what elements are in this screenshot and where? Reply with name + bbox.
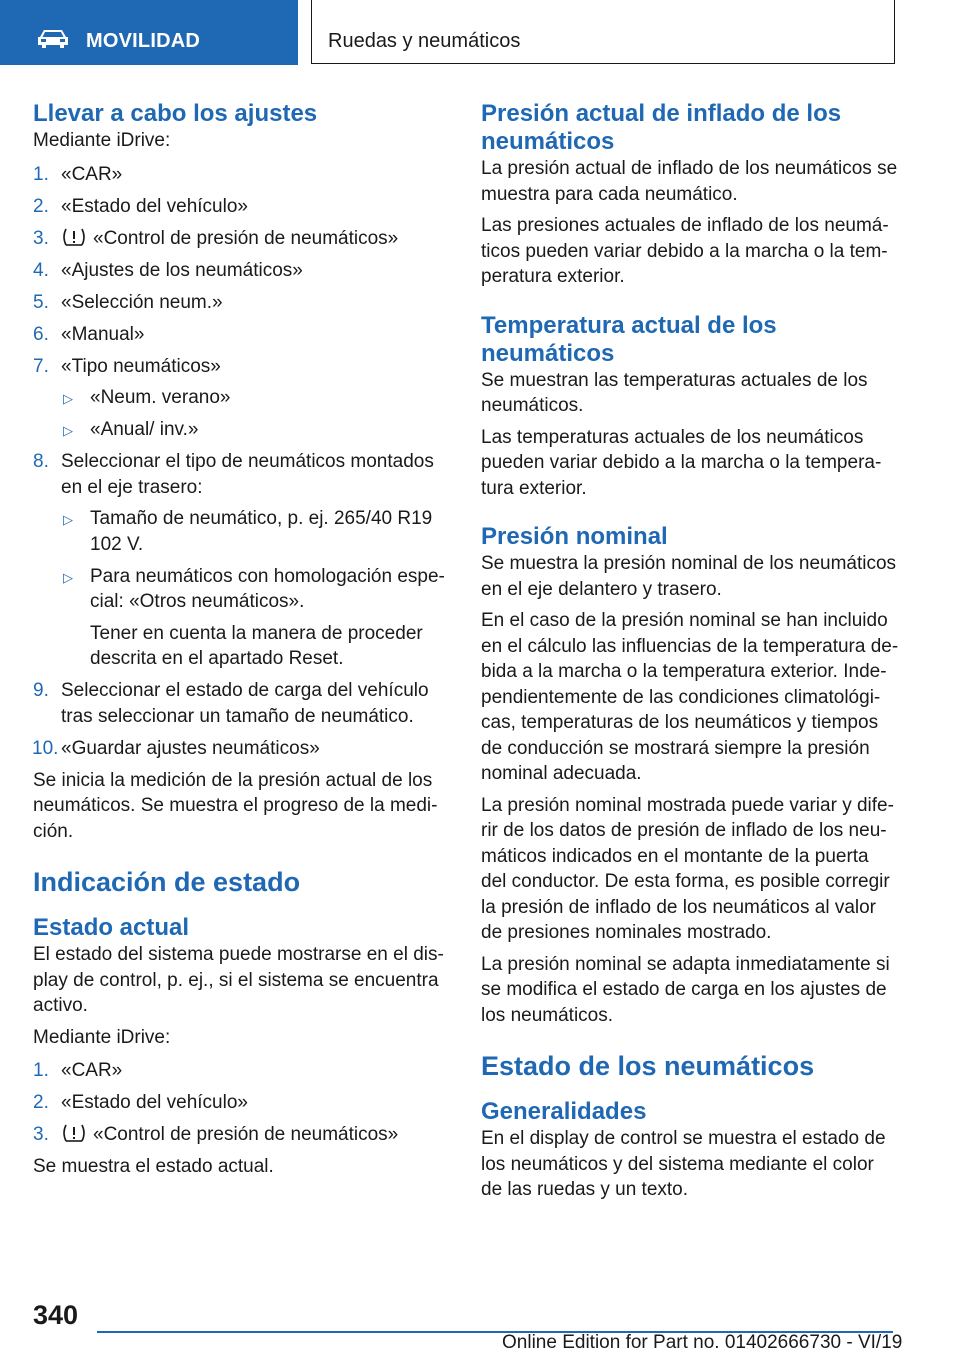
current-shown: Se muestra el estado actual.	[33, 1156, 274, 1177]
list-item: 8. Seleccionar el tipo de neumáticos montados en el eje trasero: ▷ Tamaño de neumático, p. ej. 265/40 R19 102 V. ▷ Para neumáticos con homologación espe‐cial: «Otros neumáticos». Tener en cuenta la manera de proceder descrita en el apartado Reset.	[33, 449, 449, 672]
car-icon	[36, 28, 70, 48]
chapter-label: Ruedas y neumáticos	[328, 30, 521, 52]
list-item: 1. «CAR»	[33, 163, 123, 185]
heading-current: Estado actual	[33, 914, 190, 941]
heading-status: Indicación de estado	[33, 867, 301, 897]
list-item: ▷ Tamaño de neumático, p. ej. 265/40 R19 102 V.	[63, 508, 433, 555]
heading-nominal: Presión nominal	[481, 523, 668, 550]
left-column	[33, 100, 449, 1186]
section-tab	[0, 0, 298, 65]
list-item: 5. «Selección neum.»	[33, 291, 223, 313]
reset-note: Tener en cuenta la manera de proceder descrita en el apartado Reset.	[90, 622, 423, 669]
via-idrive-2: Mediante iDrive:	[33, 1026, 171, 1048]
heading-general: Generalidades	[481, 1098, 647, 1125]
current-text: El estado del sistema puede mostrarse en el dis‐play de control, p. ej., si el sistema se encuentra activo.	[33, 944, 444, 1016]
bullet-icon: ▷	[63, 569, 73, 585]
list-item: 2. «Estado del vehículo»	[33, 1092, 248, 1113]
nominal-p2: En el caso de la presión nominal se han incluido en el cálculo las influencias de la temperatura de‐bida a la marcha o la temperatura exterior. Inde‐pendientemente de las condiciones climatológi‐cas, temperaturas de los neumáticos y tiempos de conducción se mostrará siempre la presión nominal adecuada.	[481, 610, 899, 784]
nominal-p1: Se muestra la presión nominal de los neumáticos en el eje delantero y trasero.	[481, 553, 897, 600]
list-item: 10. «Guardar ajustes neumáticos»	[32, 737, 320, 759]
list-item: 2. «Estado del vehículo»	[33, 195, 248, 217]
page-number: 340	[33, 1300, 79, 1330]
temp-p2: Las temperaturas actuales de los neumáticos pueden variar debido a la marcha o la tempera‐tura exterior.	[481, 426, 882, 499]
section-label: MOVILIDAD	[86, 30, 201, 52]
general-p1: En el display de control se muestra el estado de los neumáticos y del sistema mediante el color de las ruedas y un texto.	[481, 1128, 886, 1200]
tire-type-options	[61, 385, 449, 443]
pressure-p1: La presión actual de inflado de los neumáticos se muestra para cada neumático.	[481, 158, 898, 205]
right-column	[481, 100, 899, 1209]
list-item: 1. «CAR»	[33, 1060, 123, 1081]
bullet-icon: ▷	[63, 512, 73, 527]
heading-settings: Llevar a cabo los ajustes	[33, 100, 318, 127]
list-item: 7. «Tipo neumáticos» ▷ «Neum. verano» ▷ «Anual/ inv.»	[33, 354, 449, 443]
settings-steps	[33, 162, 449, 762]
bullet-icon: ▷	[63, 423, 73, 438]
temp-p1: Se muestran las temperaturas actuales de los neumáticos.	[481, 369, 868, 416]
list-item: 6. «Manual»	[33, 323, 145, 345]
list-item: ▷ «Anual/ inv.»	[61, 417, 449, 443]
tire-pressure-warning-icon	[61, 227, 87, 247]
list-item: 3. «Control de presión de neumáticos»	[33, 227, 399, 249]
list-item: 4. «Ajustes de los neumáticos»	[33, 259, 303, 281]
nominal-p4: La presión nominal se adapta inmediatamente si se modifica el estado de carga en los ajustes de los neumáticos.	[481, 953, 890, 1026]
list-item: 9. Seleccionar el estado de carga del vehículo tras seleccionar un tamaño de neumático.	[33, 680, 429, 727]
measure-text: Se inicia la medición de la presión actual de los neumáticos. Se muestra el progreso de la medi‐ción.	[33, 769, 438, 842]
tire-pressure-warning-icon	[61, 1123, 87, 1143]
pressure-p2: Las presiones actuales de inflado de los neumá‐ticos pueden variar debido a la marcha o la tem‐peratura exterior.	[481, 215, 889, 287]
heading-pressure: Presión actual de inflado de los neumáticos	[481, 100, 842, 155]
rear-tire-options	[61, 506, 449, 672]
chapter-header	[311, 0, 895, 64]
heading-tire-status: Estado de los neumáticos	[481, 1051, 815, 1081]
heading-temperature: Temperatura actual de los neumáticos	[481, 311, 777, 367]
list-item: 3. «Control de presión de neumáticos»	[33, 1124, 399, 1145]
bullet-icon: ▷	[63, 391, 73, 406]
edition-text: Online Edition for Part no. 01402666730 - VI/19	[502, 1332, 903, 1353]
list-item: ▷ «Neum. verano»	[61, 385, 449, 411]
nominal-p3: La presión nominal mostrada puede variar y dife‐rir de los datos de presión de inflado de los neu‐máticos indicados en el montante de la puerta del conductor. De esta forma, es posible corregir la presión de inflado de los neumáticos al valor de presiones nominales mostrado.	[481, 794, 894, 943]
status-steps	[33, 1058, 449, 1148]
via-idrive: Mediante iDrive:	[33, 130, 171, 151]
list-item: ▷ Para neumáticos con homologación espe‐cial: «Otros neumáticos». Tener en cuenta la manera de proceder descrita en el apartado Reset.	[61, 564, 449, 672]
